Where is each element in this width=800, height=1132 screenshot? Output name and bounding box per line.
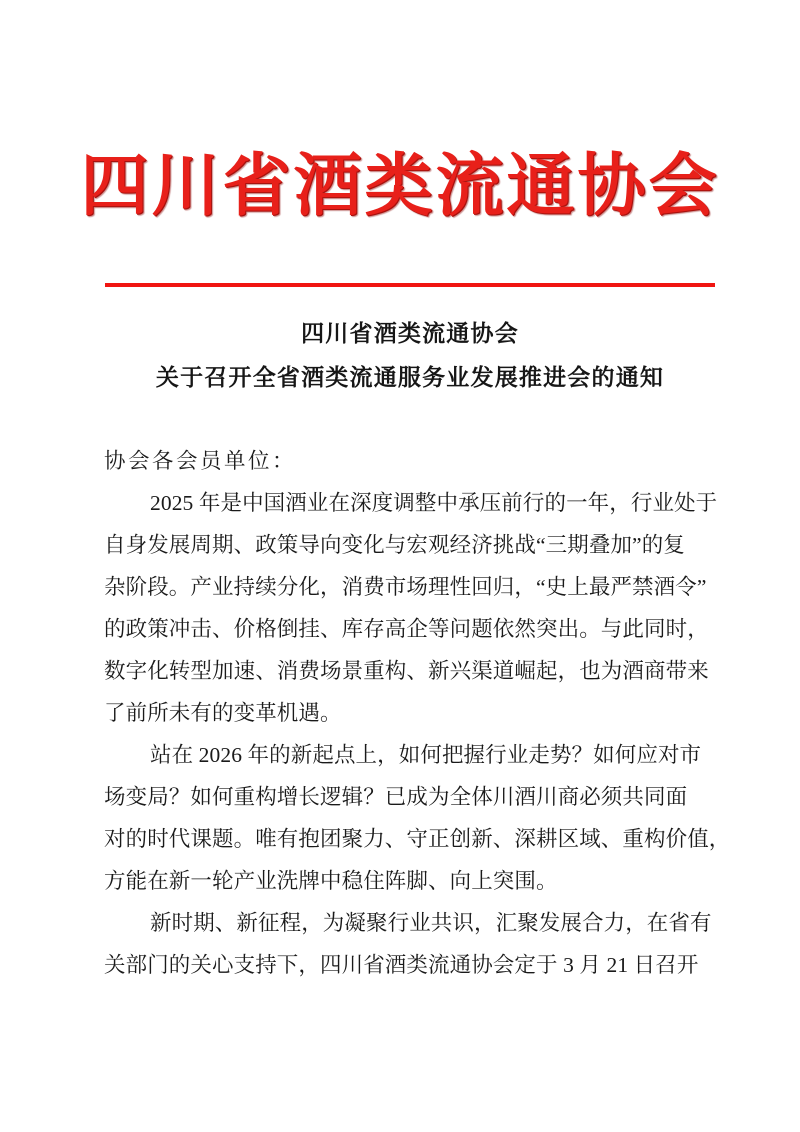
paragraph-line bbox=[104, 734, 718, 776]
paragraph-line: 对的时代课题。唯有抱团聚力、守正创新、深耕区域、重构价值， bbox=[104, 827, 731, 851]
paragraph-line bbox=[104, 482, 718, 524]
paragraph-line: 的政策冲击、价格倒挂、库存高企等问题依然突出。与此同时， bbox=[104, 617, 709, 641]
paragraph-line: 自身发展周期、政策导向变化与宏观经济挑战“三期叠加”的复 bbox=[104, 533, 685, 557]
document-title bbox=[105, 312, 715, 400]
paragraph-3 bbox=[104, 902, 718, 986]
paragraph-line: 数字化转型加速、消费场景重构、新兴渠道崛起，也为酒商带来 bbox=[104, 659, 709, 683]
paragraph-1 bbox=[104, 482, 718, 734]
paragraph-line: 方能在新一轮产业洗牌中稳住阵脚、向上突围。 bbox=[104, 869, 558, 893]
document-title-line-1: 四川省酒类流通协会 bbox=[301, 320, 519, 347]
paragraph-line-text: 新时期、新征程，为凝聚行业共识，汇聚发展合力，在省有 bbox=[150, 911, 712, 935]
paragraph-line-text: 站在 2026 年的新起点上，如何把握行业走势？如何应对市 bbox=[150, 743, 702, 767]
paragraph-line: 杂阶段。产业持续分化，消费市场理性回归，“史上最严禁酒令” bbox=[104, 575, 707, 599]
paragraph-line: 场变局？如何重构增长逻辑？已成为全体川酒川商必须共同面 bbox=[104, 785, 688, 809]
paragraph-line-text: 2025 年是中国酒业在深度调整中承压前行的一年，行业处于 bbox=[150, 491, 718, 515]
letterhead bbox=[0, 146, 800, 226]
letterhead-red-rule bbox=[105, 283, 715, 287]
paragraph-line: 了前所未有的变革机遇。 bbox=[104, 701, 342, 725]
paragraph-line: 关部门的关心支持下，四川省酒类流通协会定于 3 月 21 日召开 bbox=[104, 953, 699, 977]
letterhead-organization-title: 四川省酒类流通协会 bbox=[80, 146, 720, 226]
paragraph-line bbox=[104, 902, 718, 944]
document-title-line-2: 关于召开全省酒类流通服务业发展推进会的通知 bbox=[155, 364, 665, 391]
paragraph-2 bbox=[104, 734, 731, 902]
salutation: 协会各会员单位： bbox=[104, 449, 297, 473]
document-body bbox=[104, 440, 731, 986]
